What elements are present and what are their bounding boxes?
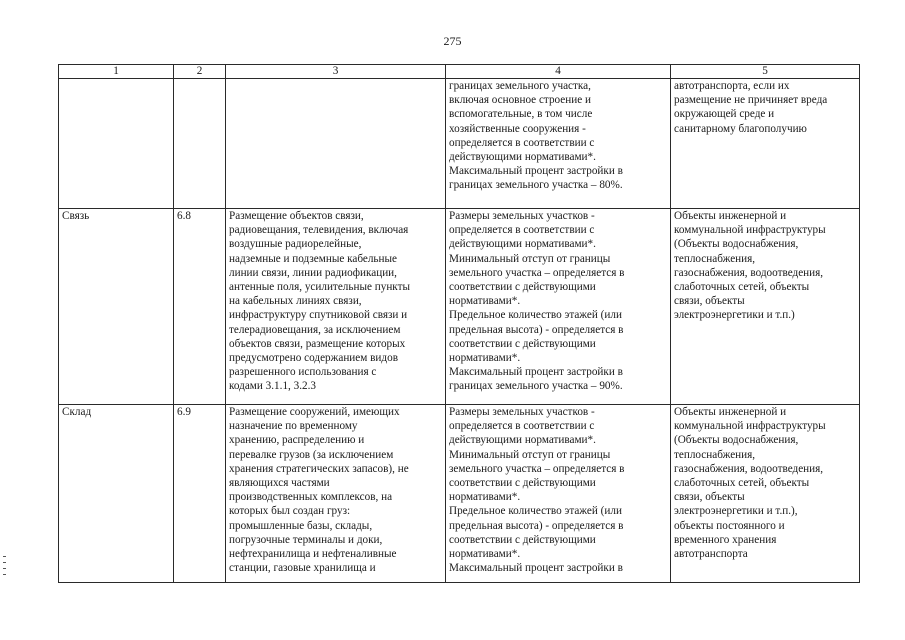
text-line: газоснабжения, водоотведения, (674, 462, 824, 475)
header-row (59, 65, 860, 79)
text-line: радиовещания, телевидения, включая (229, 224, 409, 237)
text-line: Максимальный процент застройки в (449, 366, 623, 379)
text-line: хранению, распределению и (229, 434, 365, 447)
text-line: предусмотрено содержанием видов (229, 352, 398, 365)
table-row (59, 209, 860, 405)
text-line: временного хранения (674, 533, 777, 546)
text-line: на кабельных линиях связи, (229, 295, 362, 308)
text-line: антенные поля, усилительные пункты (229, 281, 410, 294)
text-line: коммунальной инфраструктуры (674, 224, 826, 237)
column-header-1: 1 (59, 65, 174, 79)
cell-description (226, 79, 446, 209)
cell-auxiliary (671, 209, 860, 405)
cell-name (59, 79, 174, 209)
text-line: Размещение сооружений, имеющих (229, 406, 400, 418)
text-line: связи, объекты (674, 295, 745, 308)
text-line: Объекты инженерной и (674, 210, 787, 222)
text-line: воздушные радиорелейные, (229, 238, 362, 251)
text-line: Максимальный процент застройки в (449, 165, 623, 178)
text-line: назначение по временному (229, 420, 358, 433)
cell-description (226, 209, 446, 405)
text-line: нормативами*. (449, 491, 521, 504)
text-line: земельного участка – определяется в (449, 266, 625, 279)
text-line: Предельное количество этажей (или (449, 505, 622, 518)
text-line: соответствии с действующими (449, 533, 596, 546)
text-line: электроэнергетики и т.п.) (674, 309, 795, 322)
table-row (59, 405, 860, 583)
text-line: являющихся частями (229, 477, 330, 490)
text-line: объектов связи, размещение которых (229, 337, 406, 350)
text-line: Минимальный отступ от границы (449, 252, 611, 265)
land-use-table (58, 64, 860, 583)
text-line: связи, объекты (674, 491, 745, 504)
text-line: земельного участка – определяется в (449, 462, 625, 475)
text-line: Размещение объектов связи, (229, 210, 364, 222)
table-body (59, 79, 860, 583)
text-line: Объекты инженерной и (674, 406, 787, 418)
text-line: действующими нормативами*. (449, 238, 596, 251)
text-line: перевалке грузов (за исключением (229, 448, 394, 461)
table-header (59, 65, 860, 79)
column-header-3: 3 (226, 65, 446, 79)
text-line: автотранспорта (674, 548, 748, 561)
page-number: 275 (443, 34, 462, 48)
text-line: Размеры земельных участков - (449, 406, 595, 418)
column-header-5: 5 (671, 65, 860, 79)
text-line: нормативами*. (449, 295, 521, 308)
cell-parameters (446, 79, 671, 209)
text-line: (Объекты водоснабжения, (674, 238, 799, 251)
text-line: предельная высота) - определяется в (449, 323, 624, 336)
cell-code: 6.8 (174, 209, 226, 405)
text-line: соответствии с действующими (449, 281, 596, 294)
text-line: нефтехранилища и нефтеналивные (229, 548, 397, 561)
cell-code (174, 79, 226, 209)
text-line: вспомогательные, в том числе (449, 108, 593, 121)
margin-tick-marks (3, 556, 7, 580)
text-line: определяется в соответствии с (449, 224, 595, 237)
table-row-continuation (59, 79, 860, 209)
text-line: определяется в соответствии с (449, 136, 595, 149)
text-line: действующими нормативами*. (449, 434, 596, 447)
text-line: соответствии с действующими (449, 337, 596, 350)
text-line: санитарному благополучию (674, 122, 807, 135)
text-line: промышленные базы, склады, (229, 519, 373, 532)
text-line: коммунальной инфраструктуры (674, 420, 826, 433)
text-line: нормативами*. (449, 548, 521, 561)
cell-parameters (446, 405, 671, 583)
text-line: газоснабжения, водоотведения, (674, 266, 824, 279)
text-line: слаботочных сетей, объекты (674, 281, 810, 294)
text-line: электроэнергетики и т.п.), (674, 505, 798, 518)
text-line: телерадиовещания, за исключением (229, 323, 401, 336)
text-line: соответствии с действующими (449, 477, 596, 490)
text-line: Размеры земельных участков - (449, 210, 595, 222)
text-line: погрузочные терминалы и доки, (229, 533, 383, 546)
text-line: размещение не причиняет вреда (674, 94, 828, 107)
text-line: определяется в соответствии с (449, 420, 595, 433)
text-line: автотранспорта, если их (674, 80, 790, 92)
text-line: объекты постоянного и (674, 519, 785, 532)
text-line: действующими нормативами*. (449, 151, 596, 164)
text-line: надземные и подземные кабельные (229, 252, 398, 265)
text-line: производственных комплексов, на (229, 491, 393, 504)
text-line: нормативами*. (449, 352, 521, 365)
text-line: инфраструктуру спутниковой связи и (229, 309, 408, 322)
text-line: хранения стратегических запасов), не (229, 462, 409, 475)
text-line: включая основное строение и (449, 94, 591, 107)
column-header-2: 2 (174, 65, 226, 79)
text-line: Минимальный отступ от границы (449, 448, 611, 461)
text-line: границах земельного участка – 80%. (449, 179, 623, 192)
text-line: теплоснабжения, (674, 252, 756, 265)
cell-code: 6.9 (174, 405, 226, 583)
text-line: предельная высота) - определяется в (449, 519, 624, 532)
text-line: границах земельного участка – 90%. (449, 380, 623, 393)
text-line: границах земельного участка, (449, 80, 591, 92)
column-header-4: 4 (446, 65, 671, 79)
text-line: станции, газовые хранилища и (229, 562, 376, 575)
cell-parameters (446, 209, 671, 405)
text-line: которых был создан груз: (229, 505, 351, 518)
text-line: разрешенного использования с (229, 366, 377, 379)
text-line: теплоснабжения, (674, 448, 756, 461)
cell-auxiliary (671, 79, 860, 209)
text-line: слаботочных сетей, объекты (674, 477, 810, 490)
text-line: окружающей среде и (674, 108, 775, 121)
cell-name: Склад (59, 405, 174, 583)
cell-name: Связь (59, 209, 174, 405)
text-line: (Объекты водоснабжения, (674, 434, 799, 447)
text-line: Максимальный процент застройки в (449, 562, 623, 575)
text-line: Предельное количество этажей (или (449, 309, 622, 322)
text-line: линии связи, линии радиофикации, (229, 266, 397, 279)
text-line: хозяйственные сооружения - (449, 122, 586, 135)
cell-description (226, 405, 446, 583)
cell-auxiliary (671, 405, 860, 583)
text-line: кодами 3.1.1, 3.2.3 (229, 380, 317, 393)
